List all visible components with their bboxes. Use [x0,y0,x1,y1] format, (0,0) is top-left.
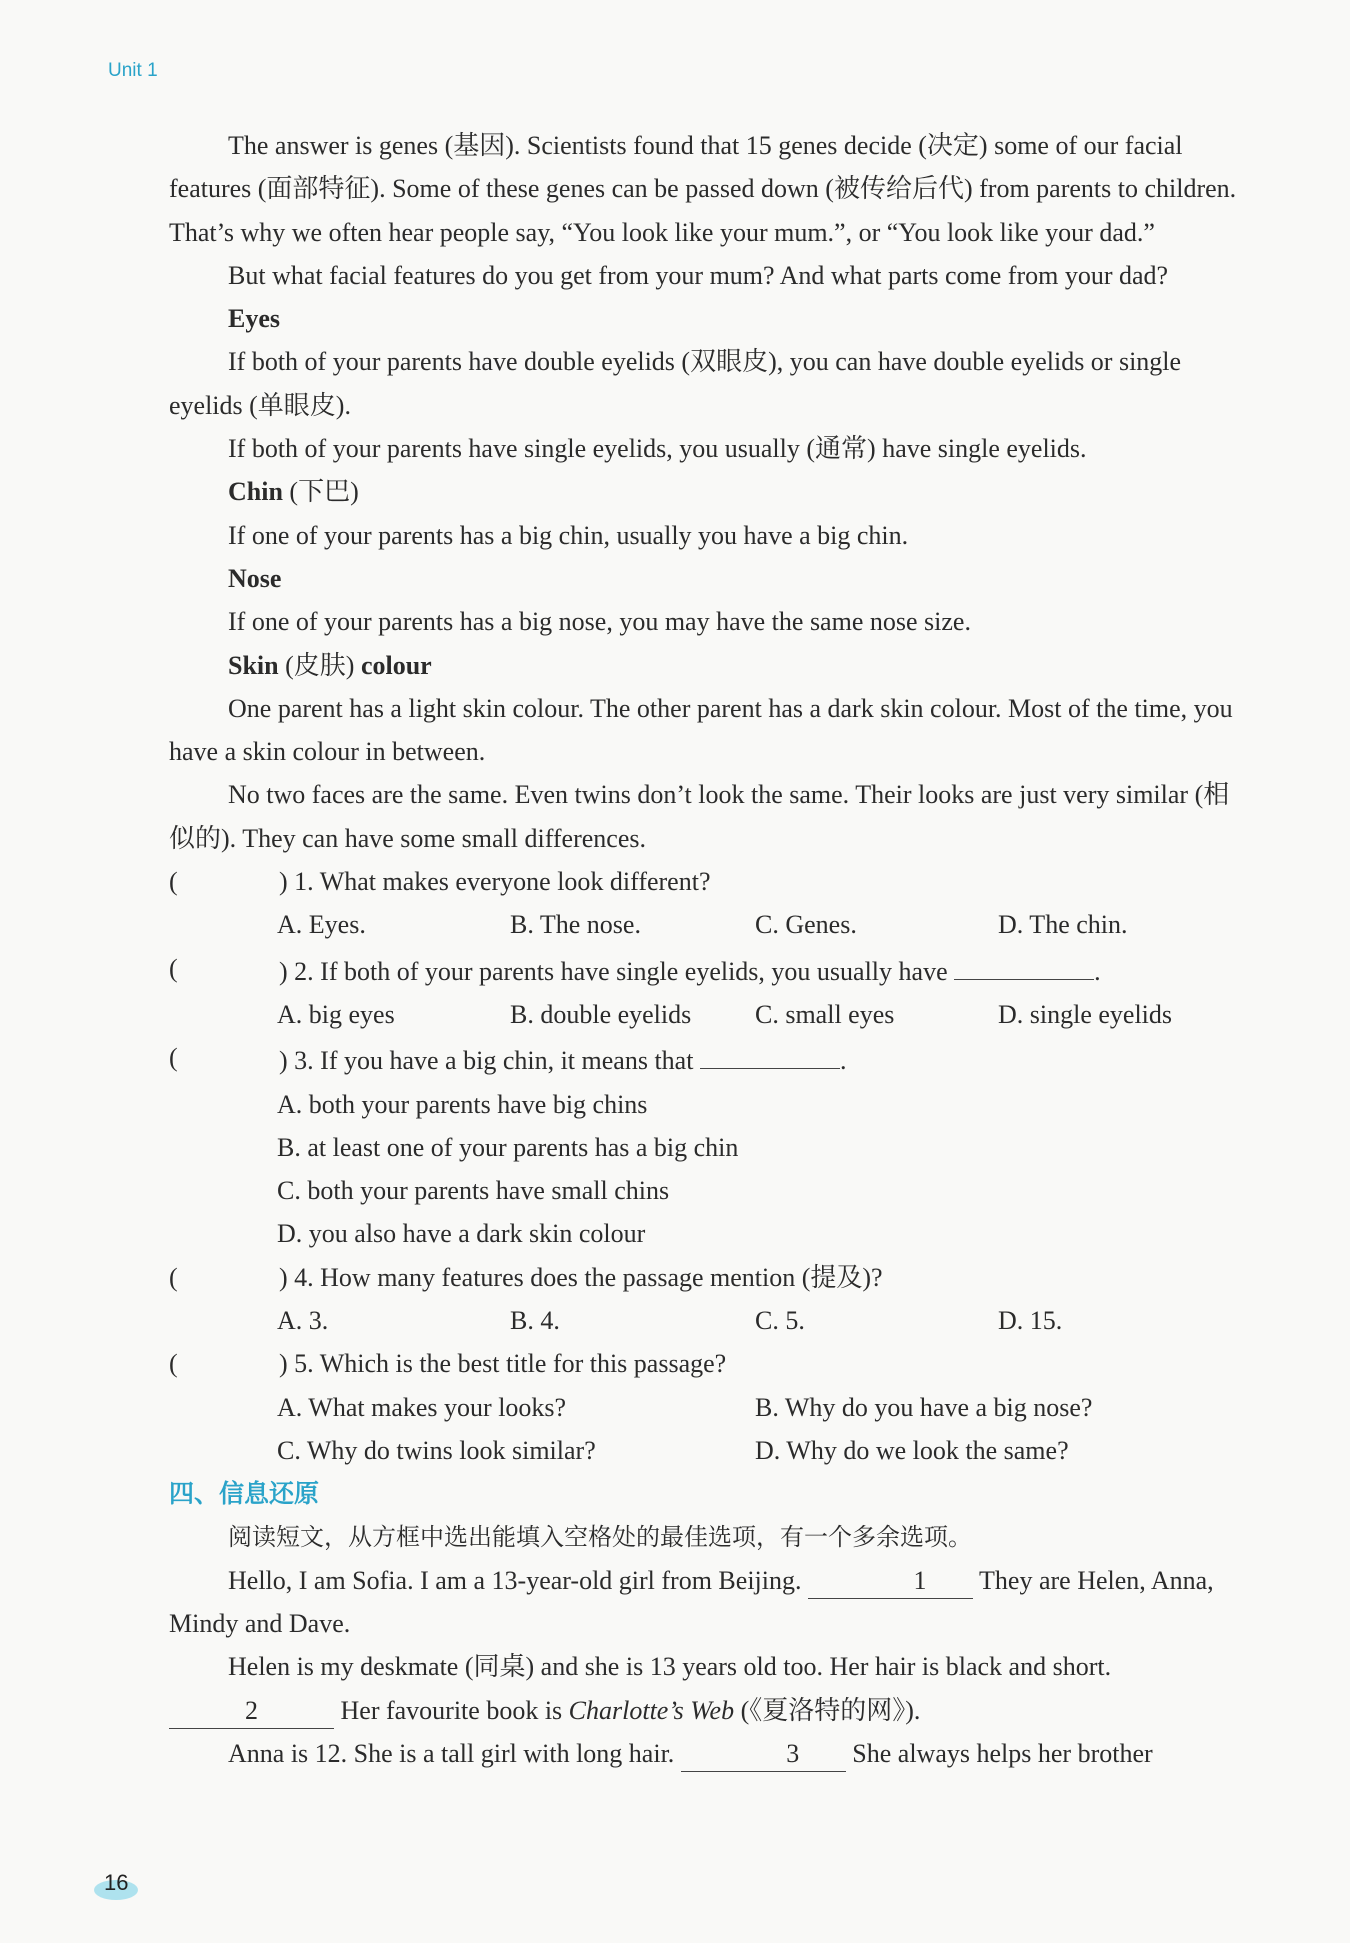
page-content [169,124,1249,1775]
question-4-options [169,1299,1249,1342]
question-2: ( ) 2. If both of your parents have single eyelids, you usually have . [169,947,1249,993]
fill-blank-3[interactable]: 3 [681,1739,846,1772]
book-title: Charlotte’s Web [568,1695,735,1725]
option-b: B. Why do you have a big nose? [755,1392,1093,1422]
option-c: C. Why do twins look similar? [277,1435,596,1465]
fill-blank-2[interactable]: 2 [169,1696,334,1729]
section4-paragraph-1: Hello, I am Sofia. I am a 13-year-old girl from Beijing. 1 They are Helen, Anna, Mindy and Dave. [169,1565,1214,1639]
option-a: A. What makes your looks? [277,1392,567,1422]
question-5: ( ) 5. Which is the best title for this passage? [169,1342,1249,1385]
answer-bracket[interactable]: ( [169,953,178,983]
question-5-options-row-1 [169,1386,1249,1429]
section-title: 四、信息还原 [169,1479,320,1509]
nose-paragraph: If one of your parents has a big nose, you may have the same nose size. [228,607,971,637]
answer-bracket[interactable]: ( [169,1043,178,1073]
option-b: B. 4. [510,1306,560,1336]
option-a: A. 3. [277,1306,329,1336]
question-5-options-row-2 [169,1429,1249,1472]
option-a: A. both your parents have big chins [277,1089,648,1119]
nose-heading: Nose [228,563,282,593]
section4-paragraph-3: 2 Her favourite book is Charlotte’s Web (《夏洛特的网》). [169,1689,1249,1732]
passage-paragraph-2: But what facial features do you get from your mum? And what parts come from your dad? [228,260,1169,290]
eyes-paragraph-2: If both of your parents have single eyelids, you usually (通常) have single eyelids. [228,434,1087,464]
question-1: ( ) 1. What makes everyone look different? [169,860,1249,903]
unit-label: Unit 1 [108,60,158,81]
chin-heading: Chin (下巴) [228,477,359,507]
option-d: D. you also have a dark skin colour [277,1219,646,1249]
question-2-options [169,993,1249,1036]
option-a: A. big eyes [277,999,395,1029]
section4-paragraph-2: Helen is my deskmate (同桌) and she is 13 years old too. Her hair is black and short. [228,1652,1112,1682]
question-1-options [169,903,1249,946]
passage-paragraph-1: The answer is genes (基因). Scientists found that 15 genes decide (决定) some of our facial features (面部特征). Some of these genes can be passed down (被传给后代) from parents to children. That’s why we often hear people say, “You look like your mum.”, or “You look like your dad.” [169,131,1237,247]
question-3: ( ) 3. If you have a big chin, it means that . [169,1036,1249,1082]
option-d: D. The chin. [998,910,1128,940]
section-instruction: 阅读短文，从方框中选出能填入空格处的最佳选项，有一个多余选项。 [228,1522,972,1551]
answer-bracket[interactable]: ( [169,867,178,897]
skin-paragraph: One parent has a light skin colour. The other parent has a dark skin colour. Most of the time, you have a skin colour in between. [169,693,1233,767]
option-c: C. both your parents have small chins [277,1176,670,1206]
answer-bracket[interactable]: ( [169,1349,178,1379]
option-c: C. small eyes [755,999,895,1029]
option-b: B. The nose. [510,910,641,940]
option-d: D. 15. [998,1306,1063,1336]
option-d: D. Why do we look the same? [755,1435,1069,1465]
fill-blank[interactable] [954,947,1094,980]
fill-blank[interactable] [700,1036,840,1069]
skin-heading: Skin (皮肤) colour [228,650,432,680]
option-a: A. Eyes. [277,910,366,940]
page-number: 16 [104,1870,129,1895]
answer-bracket[interactable]: ( [169,1262,178,1292]
fill-blank-1[interactable]: 1 [808,1566,973,1599]
option-c: C. 5. [755,1306,805,1336]
option-d: D. single eyelids [998,999,1173,1029]
question-4: ( ) 4. How many features does the passage mention (提及)? [169,1256,1249,1299]
eyes-paragraph-1: If both of your parents have double eyelids (双眼皮), you can have double eyelids or single eyelids (单眼皮). [169,347,1182,420]
closing-paragraph: No two faces are the same. Even twins don’t look the same. Their looks are just very similar (相似的). They can have some small differences. [169,780,1230,853]
chin-paragraph: If one of your parents has a big chin, usually you have a big chin. [228,520,909,550]
option-b: B. double eyelids [510,999,692,1029]
option-b: B. at least one of your parents has a big chin [277,1132,739,1162]
section4-paragraph-4: Anna is 12. She is a tall girl with long hair. 3 She always helps her brother [169,1732,1249,1775]
question-3-options [169,1083,1249,1256]
eyes-heading: Eyes [228,304,280,334]
option-c: C. Genes. [755,910,857,940]
